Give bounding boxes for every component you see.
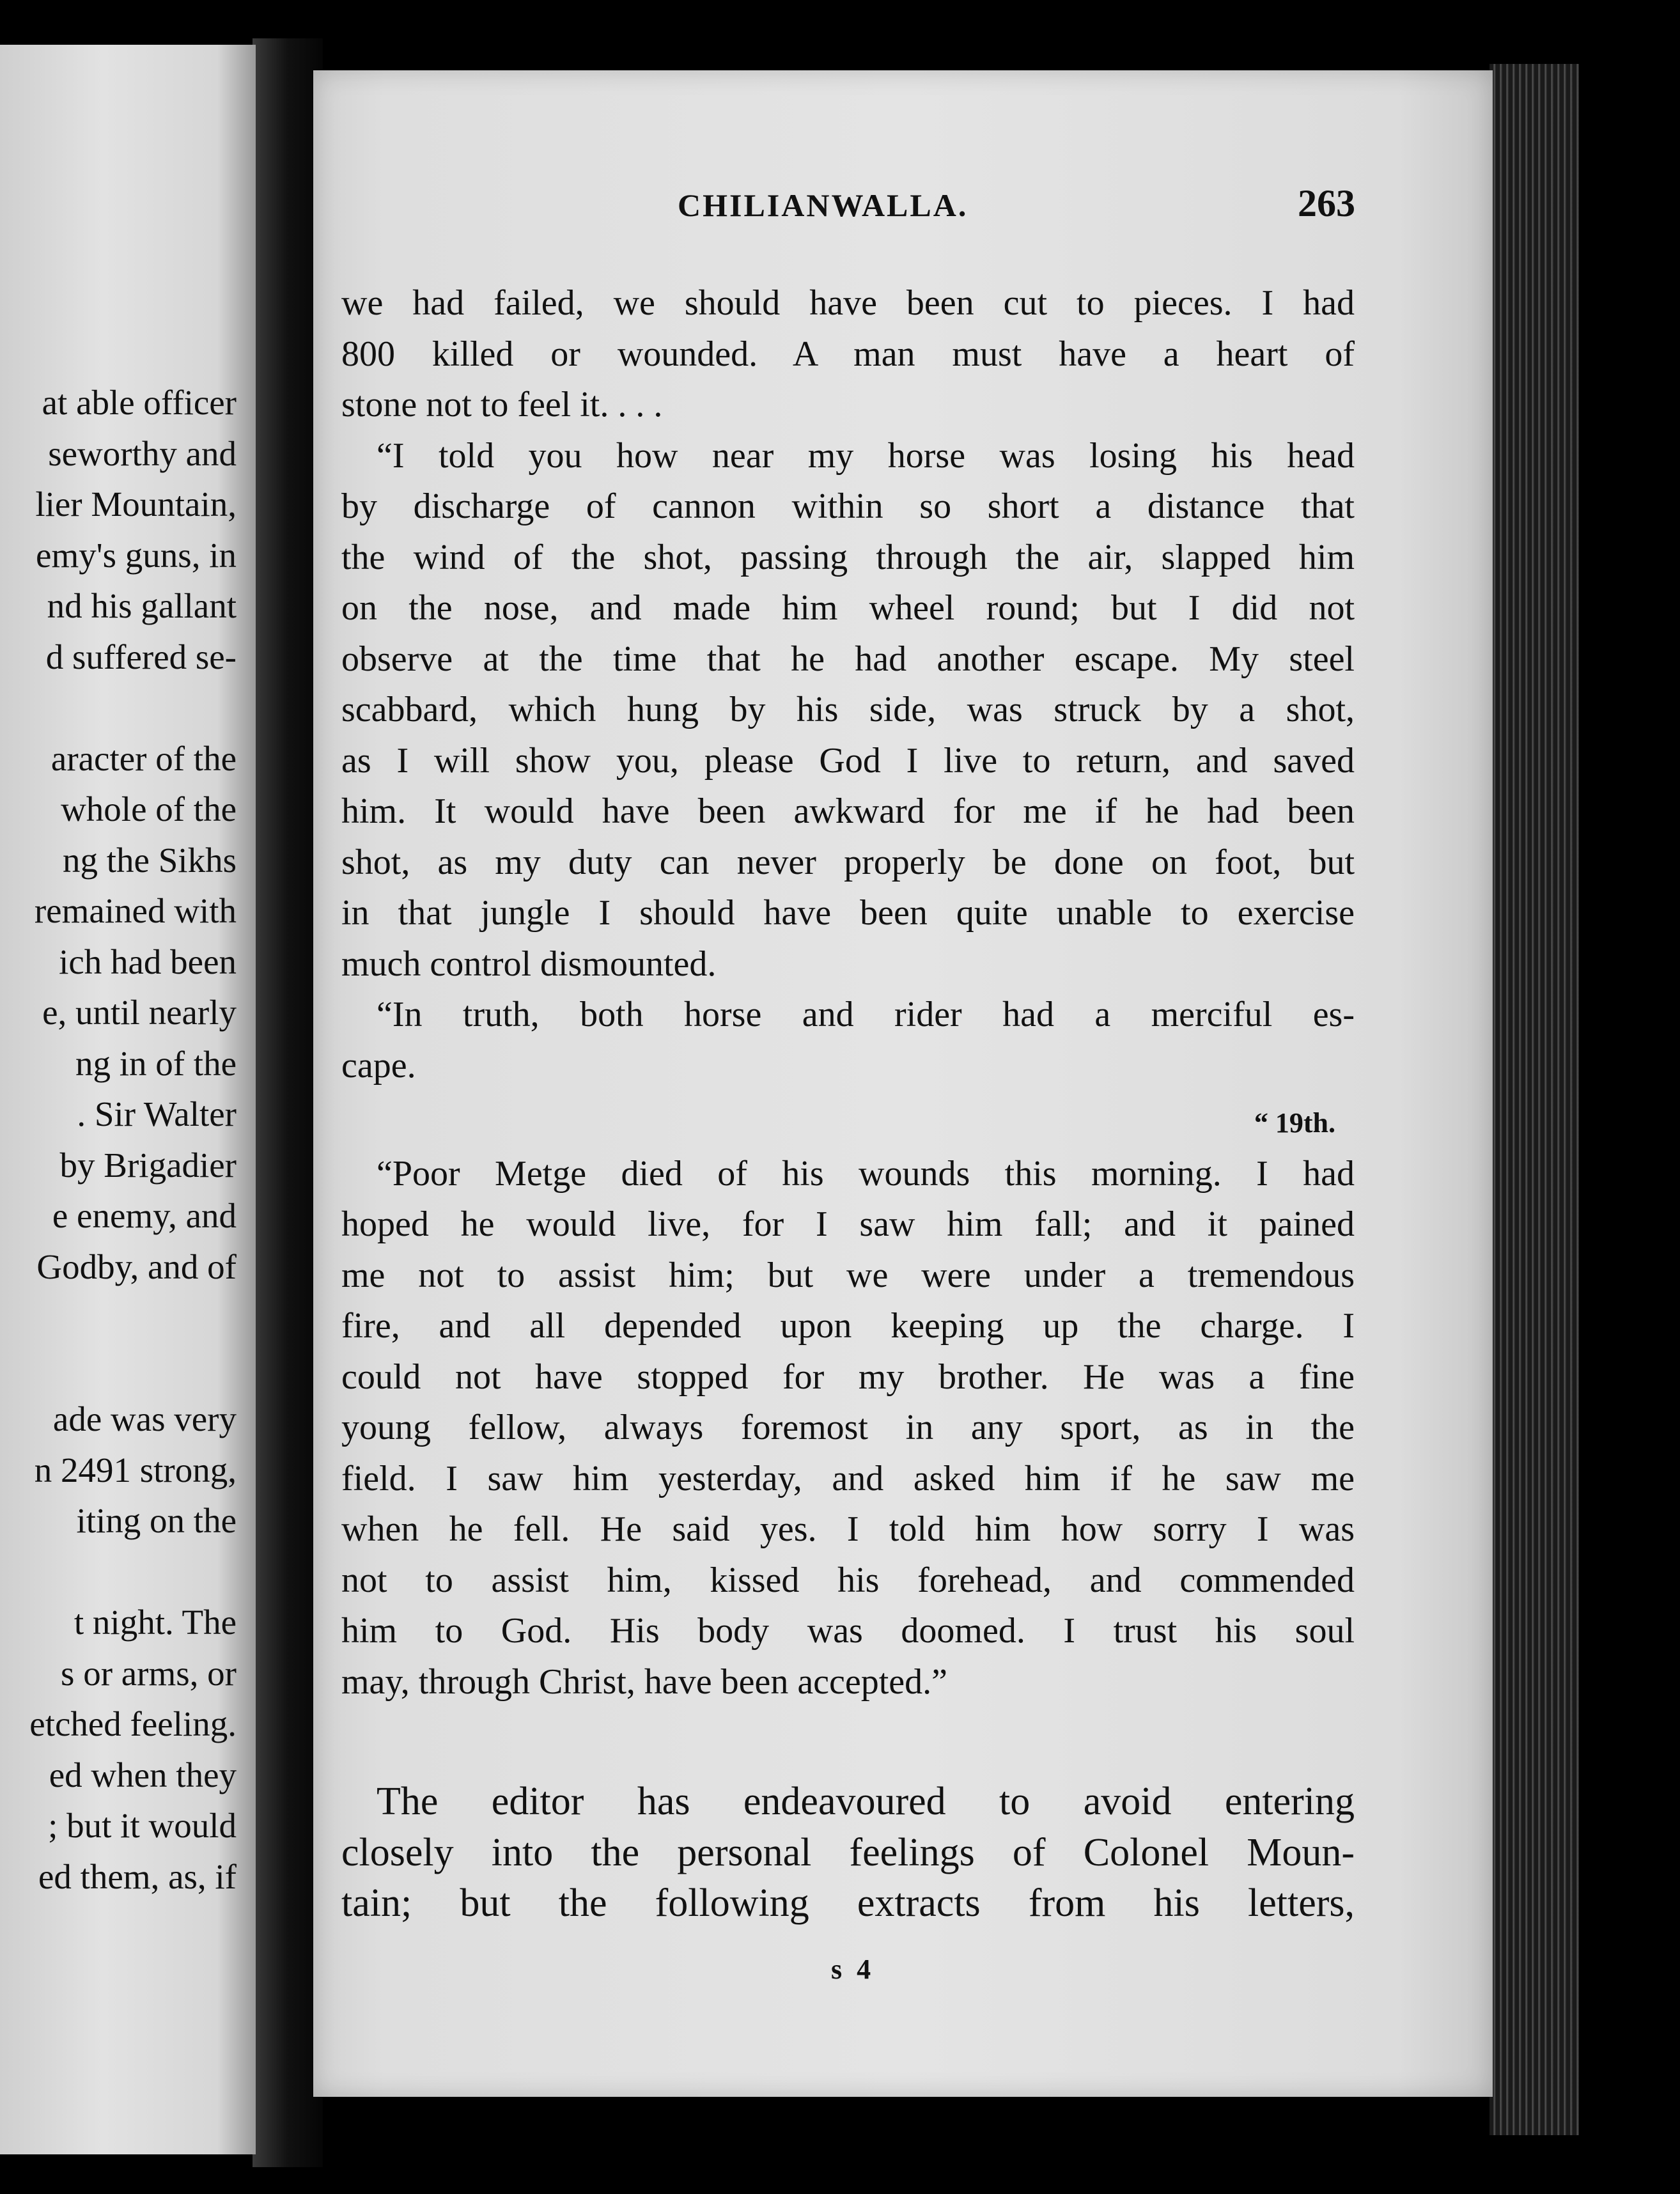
previous-page-line: emy's guns, in (36, 535, 237, 575)
editor-line: tain; but the following extracts from his letters, (341, 1881, 1355, 1925)
paragraph-2 (341, 431, 1355, 990)
book-gutter (253, 38, 323, 2167)
text-line: 800 killed or wounded. A man must have a heart of (341, 334, 1355, 374)
previous-page-line: e, until nearly (42, 993, 237, 1032)
editor-line: closely into the personal feelings of Colonel Moun- (341, 1830, 1355, 1874)
editor-paragraph (341, 1774, 1355, 1927)
text-line: on the nose, and made him wheel round; but I did not (341, 588, 1355, 628)
previous-page-line: lier Mountain, (35, 485, 237, 524)
paragraph-4 (341, 1149, 1355, 1708)
previous-page-line: ed them, as, if (38, 1856, 237, 1896)
text-line: him. It would have been awkward for me if he had been (341, 791, 1355, 831)
text-line: we had failed, we should have been cut to pieces. I had (341, 283, 1355, 323)
previous-page-line: etched feeling. (29, 1704, 237, 1743)
previous-page-line: seworthy and (48, 433, 237, 473)
text-line: fire, and all depended upon keeping up the charge. I (341, 1306, 1355, 1346)
previous-page-line: at able officer (42, 383, 237, 422)
previous-page-line: remained with (34, 891, 237, 930)
previous-page-line (0, 682, 237, 733)
previous-page-line: t night. The (74, 1603, 237, 1642)
text-line: stone not to feel it. . . . (341, 385, 663, 424)
text-line: by discharge of cannon within so short a distance that (341, 486, 1355, 526)
page-body (341, 278, 1355, 1708)
previous-page-line (0, 1546, 237, 1598)
previous-page-line: ed when they (49, 1755, 237, 1794)
previous-page-line: ; but it would (48, 1806, 237, 1845)
previous-page-line (0, 1343, 237, 1394)
text-line: could not have stopped for my brother. He was a fine (341, 1357, 1355, 1397)
previous-page-line: s or arms, or (61, 1653, 237, 1693)
text-line: him to God. His body was doomed. I trust his soul (341, 1611, 1355, 1651)
page-number: 263 (1298, 182, 1355, 224)
text-line: as I will show you, please God I live to return, and saved (341, 740, 1355, 781)
page-header (678, 182, 1355, 231)
previous-page-line: . Sir Walter (77, 1094, 237, 1133)
text-line: in that jungle I should have been quite unable to exercise (341, 893, 1355, 933)
previous-page-text (0, 377, 237, 1902)
previous-page-line: d suffered se- (45, 637, 237, 676)
previous-page-line: whole of the (61, 790, 237, 829)
text-line: observe at the time that he had another escape. My steel (341, 639, 1355, 679)
letter-dateline: “ 19th. (1254, 1107, 1335, 1139)
text-line: shot, as my duty can never properly be done on foot, but (341, 842, 1355, 882)
previous-page-line (0, 1292, 237, 1343)
paragraph-3 (341, 990, 1355, 1091)
previous-page-line: e enemy, and (52, 1196, 237, 1235)
text-line: hoped he would live, for I saw him fall; and it pained (341, 1204, 1355, 1244)
text-line: much control dismounted. (341, 944, 717, 984)
page-edges (1489, 64, 1579, 2135)
text-line: may, through Christ, have been accepted.” (341, 1661, 948, 1702)
signature-mark: s 4 (831, 1954, 875, 1985)
text-line: not to assist him, kissed his forehead, and commended (341, 1560, 1355, 1600)
paragraph-1 (341, 278, 1355, 431)
text-line: young fellow, always foremost in any sport, as in the (341, 1408, 1355, 1447)
previous-page-line: nd his gallant (47, 586, 237, 625)
previous-page-line: ng the Sikhs (63, 840, 237, 880)
text-line: the wind of the shot, passing through the air, slapped him (341, 537, 1355, 577)
text-line: scabbard, which hung by his side, was struck by a shot, (341, 690, 1355, 729)
previous-page-line: ng in of the (75, 1043, 237, 1083)
running-title: CHILIANWALLA. (678, 187, 968, 223)
text-line: field. I saw him yesterday, and asked him if he saw me (341, 1458, 1355, 1498)
previous-page-line: aracter of the (51, 738, 237, 778)
previous-page-line: iting on the (76, 1501, 237, 1540)
text-line: “In truth, both horse and rider had a merciful es- (377, 995, 1355, 1034)
previous-page-line: by Brigadier (59, 1145, 237, 1185)
previous-page-line: ade was very (52, 1399, 237, 1438)
previous-page-line: Godby, and of (36, 1247, 237, 1286)
previous-page-fragment (0, 45, 256, 2154)
previous-page-line: n 2491 strong, (34, 1450, 237, 1490)
text-line: cape. (341, 1045, 416, 1085)
text-line: me not to assist him; but we were under a tremendous (341, 1255, 1355, 1295)
text-line: “I told you how near my horse was losing his head (377, 435, 1355, 476)
text-line: “Poor Metge died of his wounds this morning. I had (377, 1153, 1355, 1194)
text-line: when he fell. He said yes. I told him how sorry I was (341, 1509, 1355, 1549)
editor-line: The editor has endeavoured to avoid entering (377, 1780, 1355, 1823)
previous-page-line: ich had been (59, 942, 237, 981)
